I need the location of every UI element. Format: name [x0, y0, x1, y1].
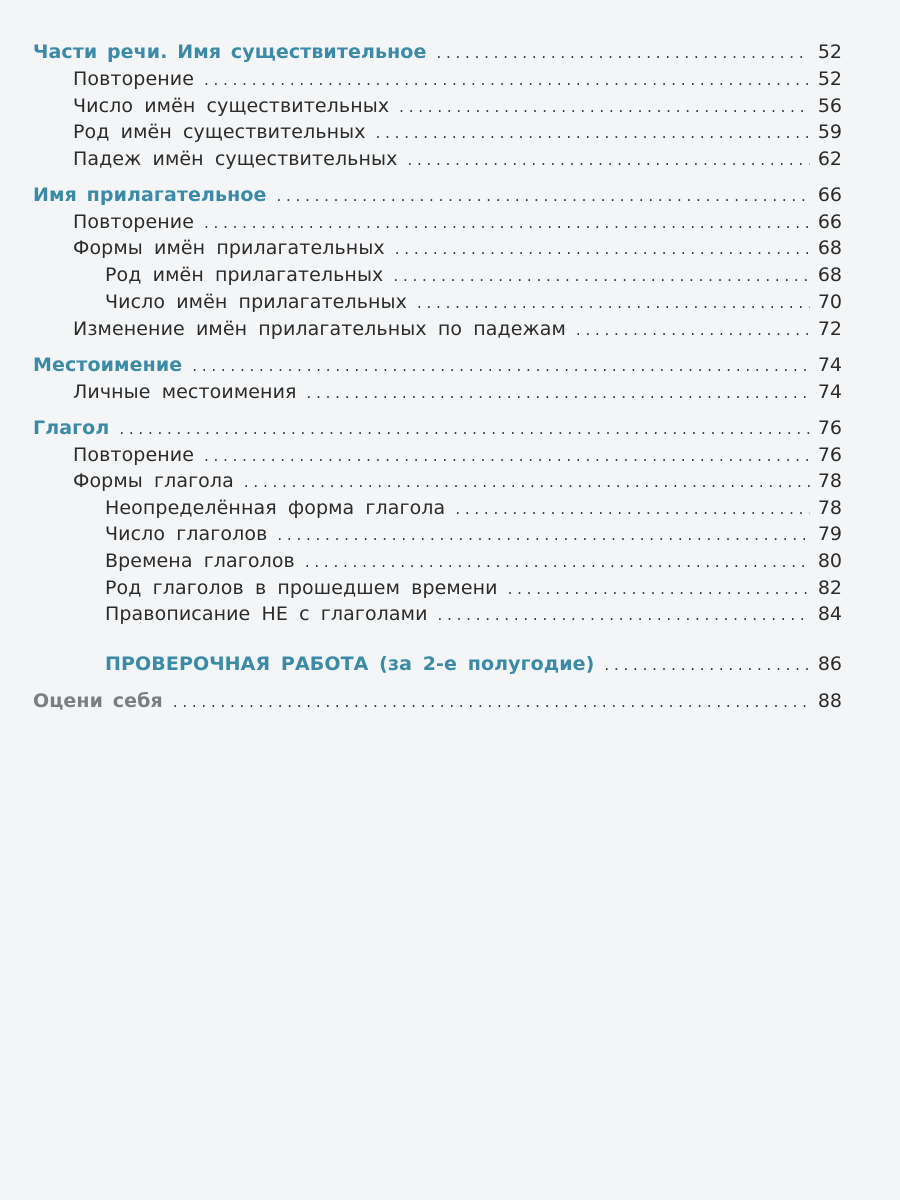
toc-entry-page: 76 [817, 444, 842, 466]
toc-entry-title: Род имён прилагательных [105, 264, 384, 286]
toc-entry-page: 78 [817, 497, 842, 519]
toc-entry-title: Местоимение [33, 354, 183, 376]
dot-leader [376, 121, 810, 145]
dot-leader [173, 690, 810, 714]
dot-leader [119, 417, 810, 441]
toc-entry-adjective-review[interactable] [73, 210, 842, 235]
toc-entry-title: ПРОВЕРОЧНАЯ РАБОТА (за 2-е полугодие) [105, 653, 595, 675]
toc-entry-verb[interactable] [33, 416, 842, 441]
toc-entry-ne-with-verbs[interactable] [105, 602, 842, 627]
toc-entry-title: Повторение [73, 211, 195, 233]
toc-entry-infinitive[interactable] [105, 496, 842, 521]
dot-leader [395, 237, 810, 261]
toc-entry-page: 74 [817, 354, 842, 376]
toc-entry-title: Глагол [33, 417, 110, 439]
toc-entry-page: 86 [817, 653, 842, 675]
toc-entry-title: Имя прилагательное [33, 184, 267, 206]
toc-entry-title: Времена глаголов [105, 550, 295, 572]
toc-entry-pronoun[interactable] [33, 353, 842, 378]
toc-entry-title: Число имён существительных [73, 95, 390, 117]
toc-entry-page: 52 [817, 41, 842, 63]
dot-leader [436, 41, 810, 65]
toc-entry-verb-forms[interactable] [73, 469, 842, 494]
toc-entry-noun-gender[interactable] [73, 120, 842, 145]
dot-leader [508, 577, 810, 601]
toc-entry-page: 66 [817, 211, 842, 233]
toc-entry-title: Число имён прилагательных [105, 291, 407, 313]
toc-entry-title: Личные местоимения [73, 381, 297, 403]
toc-entry-noun-review[interactable] [73, 67, 842, 92]
toc-entry-adjective[interactable] [33, 183, 842, 208]
toc-entry-title: Повторение [73, 68, 195, 90]
toc-entry-page: 68 [817, 264, 842, 286]
toc-entry-title: Изменение имён прилагательных по падежам [73, 318, 566, 340]
toc-entry-title: Падеж имён существительных [73, 148, 398, 170]
dot-leader [244, 470, 810, 494]
toc-entry-page: 70 [817, 291, 842, 313]
toc-entry-verb-review[interactable] [73, 443, 842, 468]
toc-entry-adjective-number[interactable] [105, 290, 842, 315]
toc-entry-page: 80 [817, 550, 842, 572]
toc-entry-title: Повторение [73, 444, 195, 466]
toc-entry-page: 74 [817, 381, 842, 403]
toc-entry-page: 76 [817, 417, 842, 439]
toc-entry-title: Оцени себя [33, 690, 163, 712]
dot-leader [307, 381, 810, 405]
toc-entry-verb-number[interactable] [105, 522, 842, 547]
toc-entry-adjective-gender[interactable] [105, 263, 842, 288]
dot-leader [604, 653, 810, 677]
toc-entry-verb-past-gender[interactable] [105, 576, 842, 601]
toc-entry-page: 66 [817, 184, 842, 206]
dot-leader [204, 444, 810, 468]
dot-leader [276, 184, 810, 208]
toc-entry-title: Число глаголов [105, 523, 268, 545]
toc-entry-title: Род имён существительных [73, 121, 366, 143]
toc-entry-page: 84 [817, 603, 842, 625]
toc-entry-title: Правописание НЕ с глаголами [105, 603, 428, 625]
dot-leader [204, 211, 810, 235]
toc-entry-check-work[interactable] [105, 652, 842, 677]
toc-entry-title: Род глаголов в прошедшем времени [105, 577, 498, 599]
toc-entry-verb-tenses[interactable] [105, 549, 842, 574]
dot-leader [399, 95, 810, 119]
toc-entry-page: 68 [817, 237, 842, 259]
toc-entry-page: 88 [817, 690, 842, 712]
toc-entry-noun-case[interactable] [73, 147, 842, 172]
dot-leader [277, 523, 810, 547]
toc-entry-page: 52 [817, 68, 842, 90]
toc-entry-adjective-declension[interactable] [73, 317, 842, 342]
dot-leader [204, 68, 810, 92]
toc-entry-page: 56 [817, 95, 842, 117]
dot-leader [455, 497, 810, 521]
toc-entry-page: 62 [817, 148, 842, 170]
toc-entry-page: 78 [817, 470, 842, 492]
toc-entry-parts-of-speech-noun[interactable] [33, 40, 842, 65]
toc-entry-page: 82 [817, 577, 842, 599]
toc-entry-adjective-forms[interactable] [73, 236, 842, 261]
toc-entry-title: Части речи. Имя существительное [33, 41, 427, 63]
dot-leader [407, 148, 810, 172]
toc-entry-title: Формы имён прилагательных [73, 237, 385, 259]
dot-leader [192, 354, 810, 378]
dot-leader [305, 550, 810, 574]
toc-entry-title: Формы глагола [73, 470, 234, 492]
toc-entry-self-assessment[interactable] [33, 689, 842, 714]
toc-entry-page: 79 [817, 523, 842, 545]
dot-leader [417, 291, 810, 315]
toc-entry-noun-number[interactable] [73, 94, 842, 119]
dot-leader [576, 318, 810, 342]
toc-entry-title: Неопределённая форма глагола [105, 497, 446, 519]
dot-leader [438, 603, 810, 627]
toc-entry-personal-pronouns[interactable] [73, 380, 842, 405]
toc-entry-page: 59 [817, 121, 842, 143]
toc-entry-page: 72 [817, 318, 842, 340]
dot-leader [393, 264, 810, 288]
